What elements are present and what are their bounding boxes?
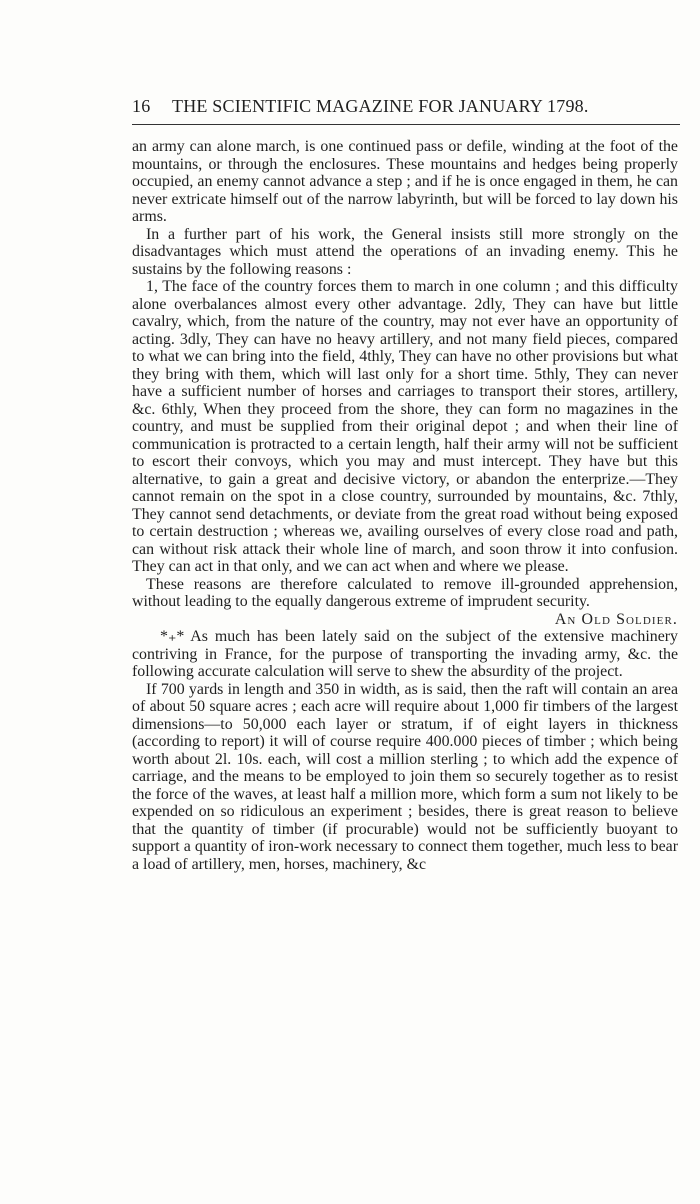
paragraph-5	[132, 628, 678, 681]
page-header	[132, 96, 680, 118]
paragraph-1: an army can alone march, is one continued pass or defile, winding at the foot of the mountains, or through the enclosures. These mountains and hedges being properly occupied, an enemy cannot advance a step ; and if he is once engaged in them, he can never extricate himself out of the narrow labyrinth, but will be forced to lay down his arms.	[132, 138, 678, 225]
article-body	[132, 138, 678, 873]
page-number: 16	[132, 96, 151, 116]
signature: An Old Soldier.	[554, 610, 678, 628]
paragraph-4: These reasons are therefore calculated to remove ill-grounded apprehension, without leading to the equally dangerous extreme of imprudent security.	[132, 575, 678, 610]
header-rule	[132, 124, 680, 125]
paragraph-2: In a further part of his work, the General insists still more strongly on the disadvantages which must attend the operations of an invading enemy. This he sustains by the following reasons :	[132, 225, 678, 278]
running-head: THE SCIENTIFIC MAGAZINE FOR JANUARY 1798.	[172, 96, 589, 116]
paragraph-5-text: As much has been lately said on the subject of the extensive machinery contriving in France, for the purpose of transporting the invading army, &c. the following accurate calculation will serve to shew the absurdity of the project.	[132, 628, 678, 680]
paragraph-3: 1, The face of the country forces them to march in one column ; and this difficulty alone overbalances almost every other advantage. 2dly, They can have but little cavalry, which, from the nature of the country, may not ever have an opportunity of acting. 3dly, They can have no heavy artillery, and not many field pieces, compared to what we can bring into the field, 4thly, They can have no other provisions but what they bring with them, which will last only for a short time. 5thly, They can never have a sufficient number of horses and carriages to transport their stores, artillery, &c. 6thly, When they proceed from the shore, they can form no magazines in the country, and must be supplied from their original depot ; and when their line of communication is protracted to a certain length, half their army will not be sufficient to escort their convoys, which you may and must intercept. They have but this alternative, to gain a great and decisive victory, or abandon the enterprize.—They cannot remain on the spot in a close country, surrounded by mountains, &c. 7thly, They cannot send detachments, or deviate from the great road without being exposed to certain destruction ; whereas we, availing ourselves of every close road and path, can without risk attack their whole line of march, and soon throw it into confusion. They can act in that only, and we can act when and where we please.	[132, 278, 678, 575]
paragraph-6: If 700 yards in length and 350 in width, as is said, then the raft will contain an area of about 50 square acres ; each acre will require about 1,000 fir timbers of the largest dimensions—to 50,000 each layer or stratum, if of eight layers in thickness (according to report) it will of course require 400.000 pieces of timber ; which being worth about 2l. 10s. each, will cost a million sterling ; to which add the expence of carriage, and the means to be employed to join them so securely together as to resist the force of the waves, at least half a million more, which form a sum not likely to be expended on so ridiculous an experiment ; besides, there is great reason to believe that the quantity of timber (if procurable) would not be sufficiently buoyant to support a quantity of iron-work necessary to connect them together, much less to bear a load of artillery, men, horses, machinery, &c	[132, 680, 678, 873]
section-marker: *₊*	[160, 628, 185, 645]
